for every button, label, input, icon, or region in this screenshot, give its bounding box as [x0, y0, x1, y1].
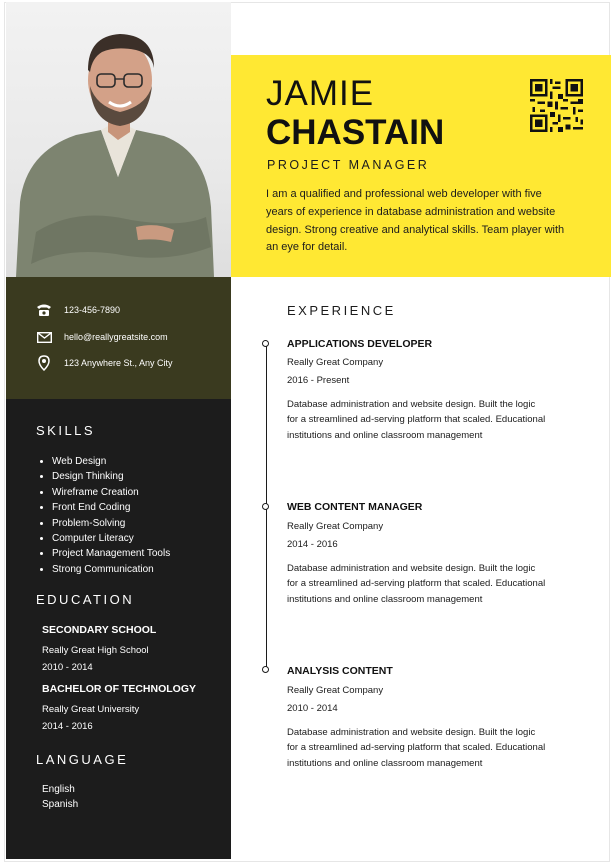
- education-school: Really Great University: [42, 704, 140, 715]
- skill-item: • Front End Coding: [52, 500, 170, 515]
- job-dates: 2014 - 2016: [287, 539, 338, 550]
- profile-summary: I am a qualified and professional web developer with five years of experience in database administration and website design. Strong creative and analytical skills. Team player with an eye for detail.: [266, 188, 565, 254]
- job-dates: 2016 - Present: [287, 375, 350, 386]
- qr-code-icon[interactable]: [530, 79, 583, 132]
- language-heading: LANGUAGE: [36, 752, 129, 767]
- education-heading: EDUCATION: [36, 592, 135, 607]
- education-years: 2010 - 2014: [42, 662, 93, 673]
- skills-list: [40, 454, 170, 577]
- education-years: 2014 - 2016: [42, 721, 93, 732]
- skill-item: • Web Design: [52, 454, 170, 469]
- address-text: 123 Anywhere St., Any City: [64, 358, 173, 368]
- skill-item: • Project Management Tools: [52, 546, 170, 561]
- job-title: PROJECT MANAGER: [267, 158, 430, 172]
- job-company: Really Great Company: [287, 357, 384, 368]
- job-role: ANALYSIS CONTENT: [287, 665, 393, 677]
- education-school: Really Great High School: [42, 645, 149, 656]
- skill-item: • Computer Literacy: [52, 531, 170, 546]
- first-name: JAMIE: [266, 74, 375, 113]
- email-link[interactable]: hello@reallygreatsite.com: [64, 332, 168, 342]
- job-role: WEB CONTENT MANAGER: [287, 501, 423, 513]
- contact-email-row: [36, 329, 168, 345]
- phone-icon: [36, 302, 52, 318]
- contact-phone-row: [36, 302, 120, 318]
- job-role: APPLICATIONS DEVELOPER: [287, 338, 433, 350]
- skill-item: • Wireframe Creation: [52, 485, 170, 500]
- email-icon: [36, 329, 52, 345]
- timeline-dot: [262, 340, 269, 347]
- language-item: Spanish: [42, 799, 79, 810]
- last-name: CHASTAIN: [266, 113, 445, 152]
- education-degree: BACHELOR OF TECHNOLOGY: [42, 683, 196, 695]
- skills-heading: SKILLS: [36, 423, 96, 438]
- language-item: English: [42, 784, 75, 795]
- job-description: Database administration and website design. Built the logic for a streamlined ad-serving platform that scaled. Educational institutions and online classroom management: [287, 563, 546, 605]
- person-portrait-image: [6, 2, 231, 277]
- skill-item: • Design Thinking: [52, 469, 170, 484]
- experience-heading: EXPERIENCE: [287, 303, 396, 318]
- job-description: Database administration and website design. Built the logic for a streamlined ad-serving platform that scaled. Educational institutions and online classroom management: [287, 399, 546, 441]
- job-company: Really Great Company: [287, 685, 384, 696]
- timeline-dot: [262, 666, 269, 673]
- job-dates: 2010 - 2014: [287, 703, 338, 714]
- skill-item: • Problem-Solving: [52, 516, 170, 531]
- skill-item: • Strong Communication: [52, 562, 170, 577]
- timeline-dot: [262, 503, 269, 510]
- profile-photo: [6, 2, 231, 277]
- job-description: Database administration and website design. Built the logic for a streamlined ad-serving platform that scaled. Educational institutions and online classroom management: [287, 727, 546, 769]
- job-company: Really Great Company: [287, 521, 384, 532]
- contact-address-row: [36, 355, 173, 371]
- education-degree: SECONDARY SCHOOL: [42, 624, 157, 636]
- phone-text: 123-456-7890: [64, 305, 121, 315]
- location-icon: [36, 355, 52, 371]
